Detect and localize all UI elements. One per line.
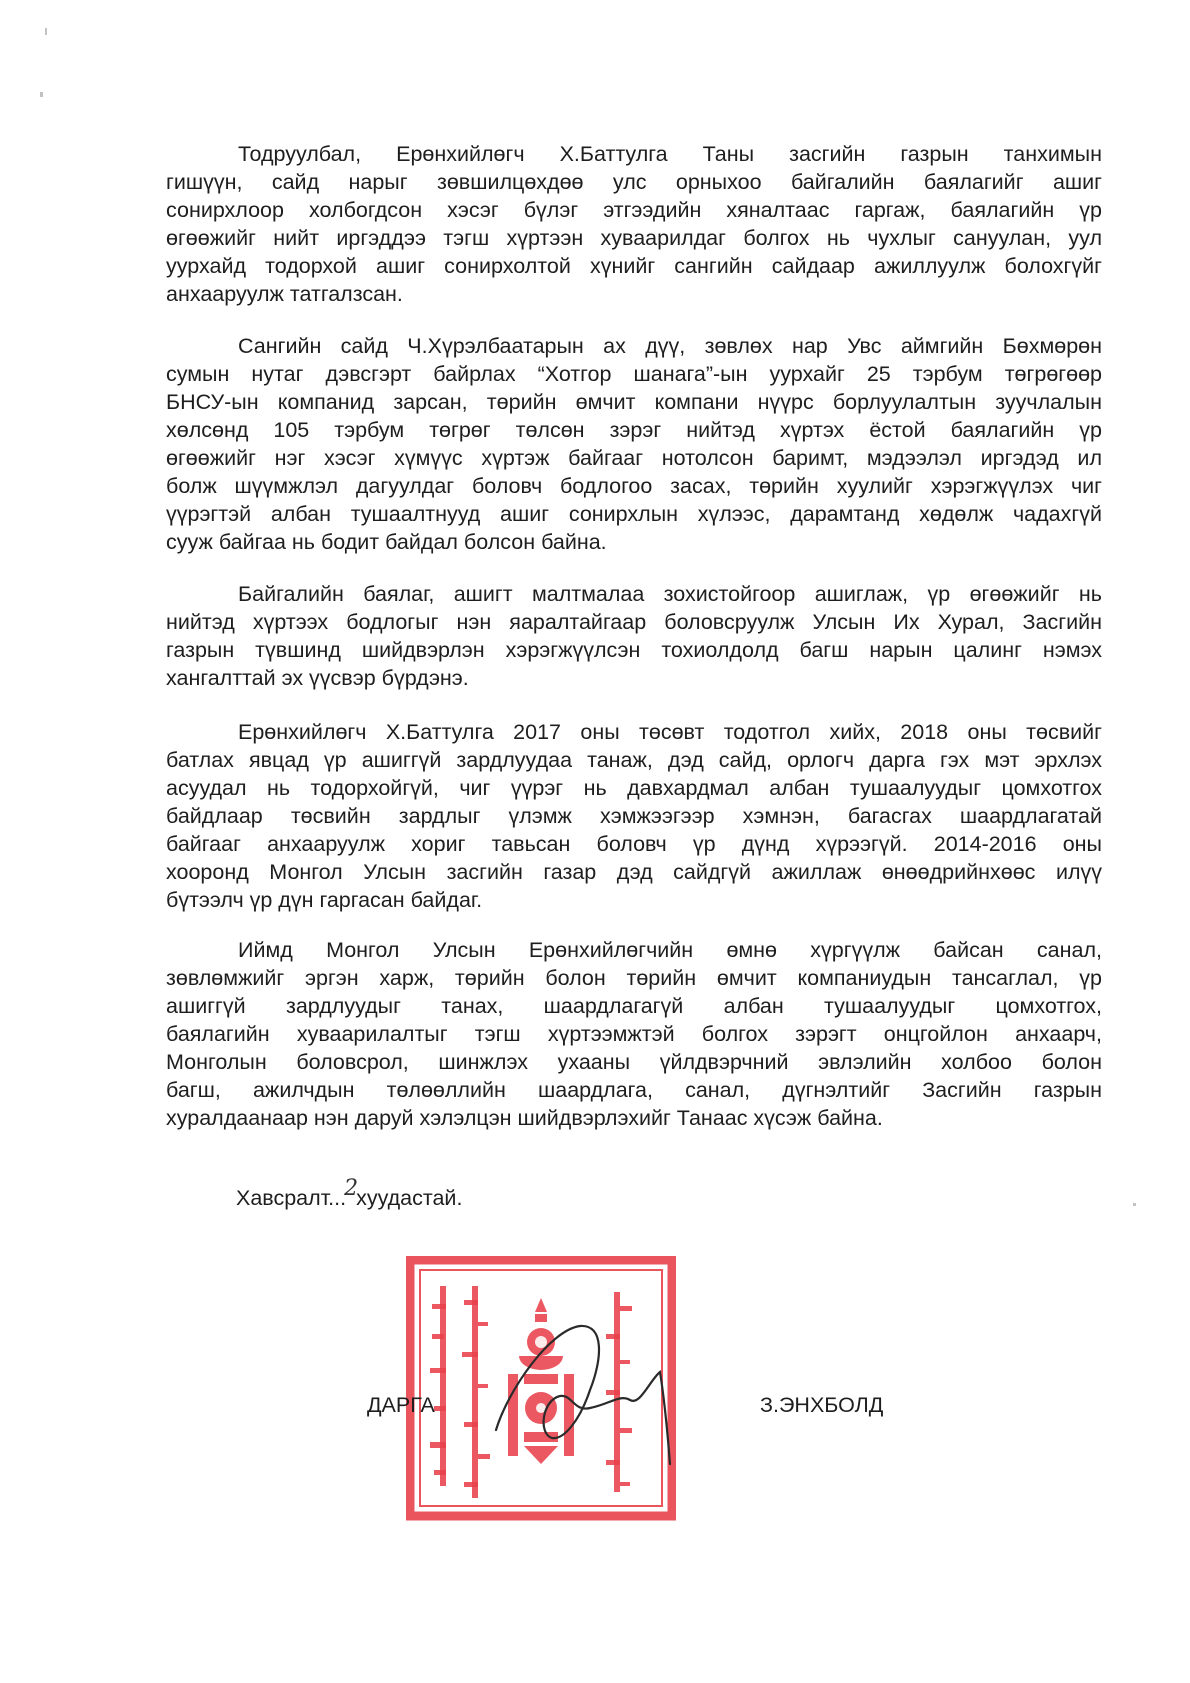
paragraph-2 (166, 332, 1102, 556)
text-line: болж шүүмжлэл дагуулдаг боловч бодлогоо засах, төрийн хуулийг хэрэгжүүлэх чиг (166, 474, 1102, 498)
text-line: хооронд Монгол Улсын засгийн газар дэд сайдгүй ажиллаж өнөөдрийнхөөс илүү (166, 860, 1102, 884)
text-line: сууж байгаа нь бодит байдал болсон байна. (166, 530, 607, 554)
text-line: бүтээлч үр дүн гаргасан байдаг. (166, 888, 483, 912)
paragraph-5 (166, 936, 1102, 1132)
attachment-suffix: хуудастай. (356, 1186, 463, 1210)
text-line: багш, ажилчдын төлөөллийн шаардлага, санал, дүгнэлтийг Засгийн газрын (166, 1078, 1102, 1102)
text-line: БНСУ-ын компанид зарсан, төрийн өмчит компани нүүрс борлуулалтын зуучлалын (166, 390, 1102, 414)
paragraph-3 (166, 580, 1102, 692)
text-line: батлах явцад үр ашиггүй зардлуудаа танаж, дэд сайд, орлогч дарга гэх мэт эрхлэх (166, 748, 1102, 772)
text-line: сонирхлоор холбогдсон хэсэг бүлэг этгээдийн хяналтаас гаргаж, баялагийн үр (166, 198, 1102, 222)
text-line: байгааг анхааруулж хориг тавьсан боловч үр дүнд хүрээгүй. 2014-2016 оны (166, 832, 1102, 856)
scan-speck (45, 28, 47, 35)
attachment-prefix: Хавсралт (236, 1186, 329, 1210)
text-line: уурхайд тодорхой ашиг сонирхолтой хүнийг сангийн сайдаар ажиллуулж болохгүйг (166, 254, 1102, 278)
text-line: Сангийн сайд Ч.Хүрэлбаатарын ах дүү, зөвлөх нар Увс аймгийн Бөхмөрөн (238, 334, 1102, 358)
attachment-dots: ... (328, 1186, 347, 1210)
text-line: нийтэд хүртээх бодлогыг нэн яаралтайгаар боловсруулж Улсын Их Хурал, Засгийн (166, 610, 1102, 634)
text-line: байдлаар төсвийн зардлыг үлэмж хэмжээгээр хэмнэн, багасгах шаардлагатай (166, 804, 1102, 828)
signatory-name: З.ЭНХБОЛД (760, 1393, 884, 1417)
text-line: хөлсөнд 105 тэрбум төгрөг төлсөн зэрэг нийтэд хүртэх ёстой баялагийн үр (166, 418, 1102, 442)
scan-speck (1133, 1203, 1136, 1206)
text-line: хангалттай эх үүсвэр бүрдэнэ. (166, 666, 469, 690)
text-line: хуралдаанаар нэн даруй хэлэлцэн шийдвэрлэхийг Танаас хүсэж байна. (166, 1106, 883, 1130)
text-line: зөвлөмжийг эргэн харж, төрийн болон төрийн өмчит компаниудын тансаглал, үр (166, 966, 1102, 990)
text-line: өгөөжийг нэг хэсэг хүмүүс хүртэж байгааг нотолсон баримт, мэдээлэл иргэдэд ил (166, 446, 1102, 470)
paragraph-4 (166, 718, 1102, 914)
text-line: гишүүн, сайд нарыг зөвшилцөхдөө улс орныхоо байгалийн баялагийг ашиг (166, 170, 1102, 194)
text-line: анхааруулж татгалзсан. (166, 282, 403, 306)
text-line: Байгалийн баялаг, ашигт малтмалаа зохистойгоор ашиглаж, үр өгөөжийг нь (238, 582, 1102, 606)
signatory-title: ДАРГА (367, 1393, 435, 1417)
paragraph-1 (166, 140, 1102, 308)
text-line: асуудал нь тодорхойгүй, чиг үүрэг нь давхардмал албан тушаалуудыг цомхотгох (166, 776, 1102, 800)
attachment-note (236, 1176, 463, 1211)
handwritten-signature (480, 1320, 700, 1470)
handwritten-page-count: 2 (344, 1176, 359, 1201)
text-line: ашиггүй зардлуудыг танах, шаардлагагүй албан тушаалуудыг цомхотгох, (166, 994, 1102, 1018)
text-line: Ерөнхийлөгч Х.Баттулга 2017 оны төсөвт тодотгол хийх, 2018 оны төсвийг (238, 720, 1102, 744)
text-line: газрын түвшинд шийдвэрлэн хэрэгжүүлсэн тохиолдолд багш нарын цалинг нэмэх (166, 638, 1102, 662)
text-line: өгөөжийг нийт иргэддээ тэгш хүртээн хуваарилдаг болгох нь чухлыг сануулан, уул (166, 226, 1102, 250)
text-line: Тодруулбал, Ерөнхийлөгч Х.Баттулга Таны засгийн газрын танхимын (238, 142, 1102, 166)
text-line: баялагийн хуваарилалтыг тэгш хүртээмжтэй болгох зэрэгт онцгойлон анхаарч, (166, 1022, 1102, 1046)
text-line: Иймд Монгол Улсын Ерөнхийлөгчийн өмнө хүргүүлж байсан санал, (238, 938, 1102, 962)
text-line: сумын нутаг дэвсгэрт байрлах “Хотгор шанага”-ын уурхайг 25 тэрбум төгрөгөөр (166, 362, 1102, 386)
text-line: Монголын боловсрол, шинжлэх ухааны үйлдвэрчний эвлэлийн холбоо болон (166, 1050, 1102, 1074)
text-line: үүрэгтэй албан тушаалтнууд ашиг сонирхлын хүлээс, дарамтанд хөдөлж чадахгүй (166, 502, 1102, 526)
scan-speck (40, 92, 43, 97)
